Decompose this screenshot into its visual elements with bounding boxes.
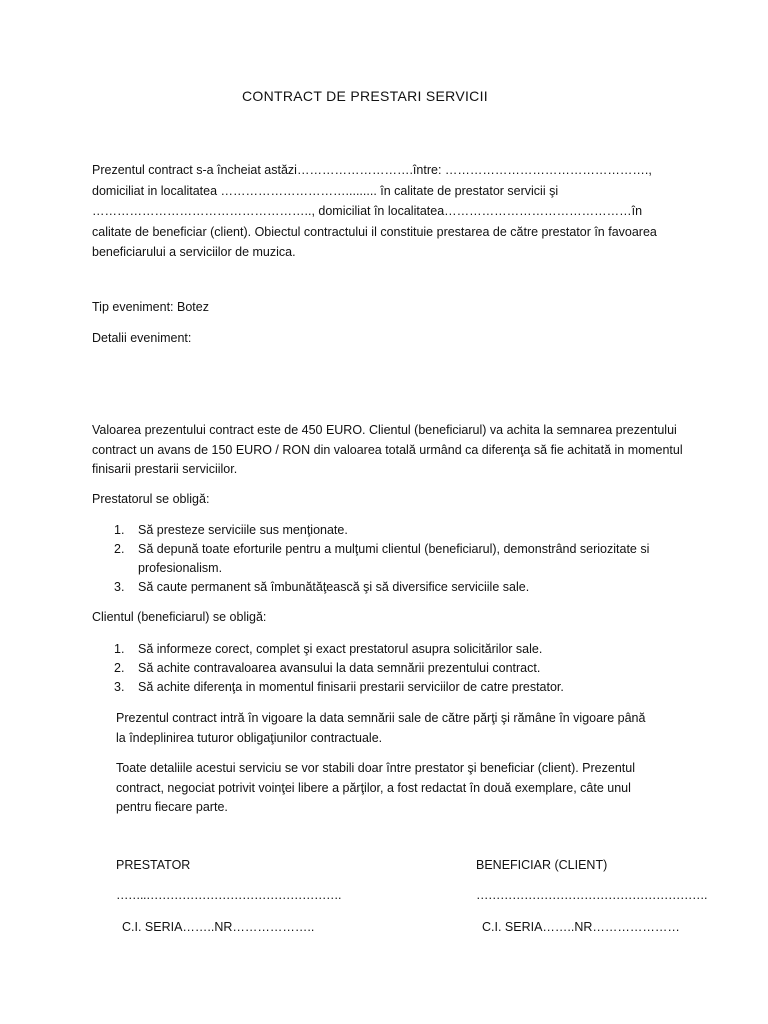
client-id-field: C.I. SERIA……..NR…………………	[482, 920, 680, 934]
list-item	[92, 678, 652, 697]
list-item-text: Să depună toate eforturile pentru a mulţumi clientul (beneficiarul), demonstrând seriozitate si profesionalism.	[138, 542, 650, 575]
contract-value-paragraph: Valoarea prezentului contract este de 450 EURO. Clientul (beneficiarul) va achita la semnarea prezentului contract un avans de 150 EURO / RON din valoarea totală urmând ca diferenţa să fie achitată in momentul finisarii prestarii serviciilor.	[92, 423, 683, 476]
provider-signature-line: ……..………………………………………….	[116, 888, 341, 902]
client-signature-line: ………………………………………………….	[476, 888, 707, 902]
list-item	[92, 578, 652, 597]
list-item-number: 2.	[114, 661, 125, 675]
list-item-number: 2.	[114, 542, 125, 556]
list-item	[92, 540, 652, 578]
provider-id-field: C.I. SERIA……..NR………………..	[122, 920, 315, 934]
list-item-number: 1.	[114, 523, 125, 537]
list-item-number: 1.	[114, 642, 125, 656]
provider-obligations-list	[92, 521, 652, 597]
details-paragraph: Toate detaliile acestui serviciu se vor stabili doar între prestator şi beneficiar (client). Prezentul contract, negociat potrivit voinţei libere a părţilor, a fost redactat în două exemplare, câte unul pentru fiecare parte.	[116, 761, 635, 814]
client-obligations-heading: Clientul (beneficiarul) se obligă:	[92, 610, 267, 624]
event-details-label: Detalii eveniment:	[92, 331, 192, 345]
list-item-text: Să achite diferenţa in momentul finisarii prestarii serviciilor de catre prestator.	[138, 680, 564, 694]
list-item-text: Să presteze serviciile sus menţionate.	[138, 523, 348, 537]
client-obligations-list	[92, 640, 652, 697]
list-item-text: Să caute permanent să îmbunătăţească şi să diversifice serviciile sale.	[138, 580, 530, 594]
list-item-number: 3.	[114, 580, 125, 594]
document-title: CONTRACT DE PRESTARI SERVICII	[242, 88, 488, 104]
provider-obligations-heading: Prestatorul se obligă:	[92, 492, 210, 506]
client-label: BENEFICIAR (CLIENT)	[476, 858, 608, 872]
list-item-text: Să achite contravaloarea avansului la data semnării prezentului contract.	[138, 661, 541, 675]
provider-signature-block	[116, 858, 341, 934]
intro-paragraph: Prezentul contract s-a încheiat astăzi……………………….între: …………………………………………., domiciliat in localitatea …………………………......... în calitate de prestator servicii şi …………………………………………….., domiciliat în localitatea………………………………………în calitate de beneficiar (client). Obiectul contractului il constituie prestarea de către prestator în favoarea beneficiarului a serviciilor de muzica.	[92, 163, 657, 259]
list-item-number: 3.	[114, 680, 125, 694]
list-item	[92, 640, 652, 659]
event-type: Tip eveniment: Botez	[92, 300, 209, 314]
list-item-text: Să informeze corect, complet şi exact prestatorul asupra solicitărilor sale.	[138, 642, 543, 656]
provider-label: PRESTATOR	[116, 858, 191, 872]
list-item	[92, 521, 652, 540]
validity-paragraph: Prezentul contract intră în vigoare la data semnării sale de către părţi şi rămâne în vigoare până la îndeplinirea tuturor obligaţiunilor contractuale.	[116, 711, 646, 745]
list-item	[92, 659, 652, 678]
client-signature-block	[476, 858, 707, 934]
